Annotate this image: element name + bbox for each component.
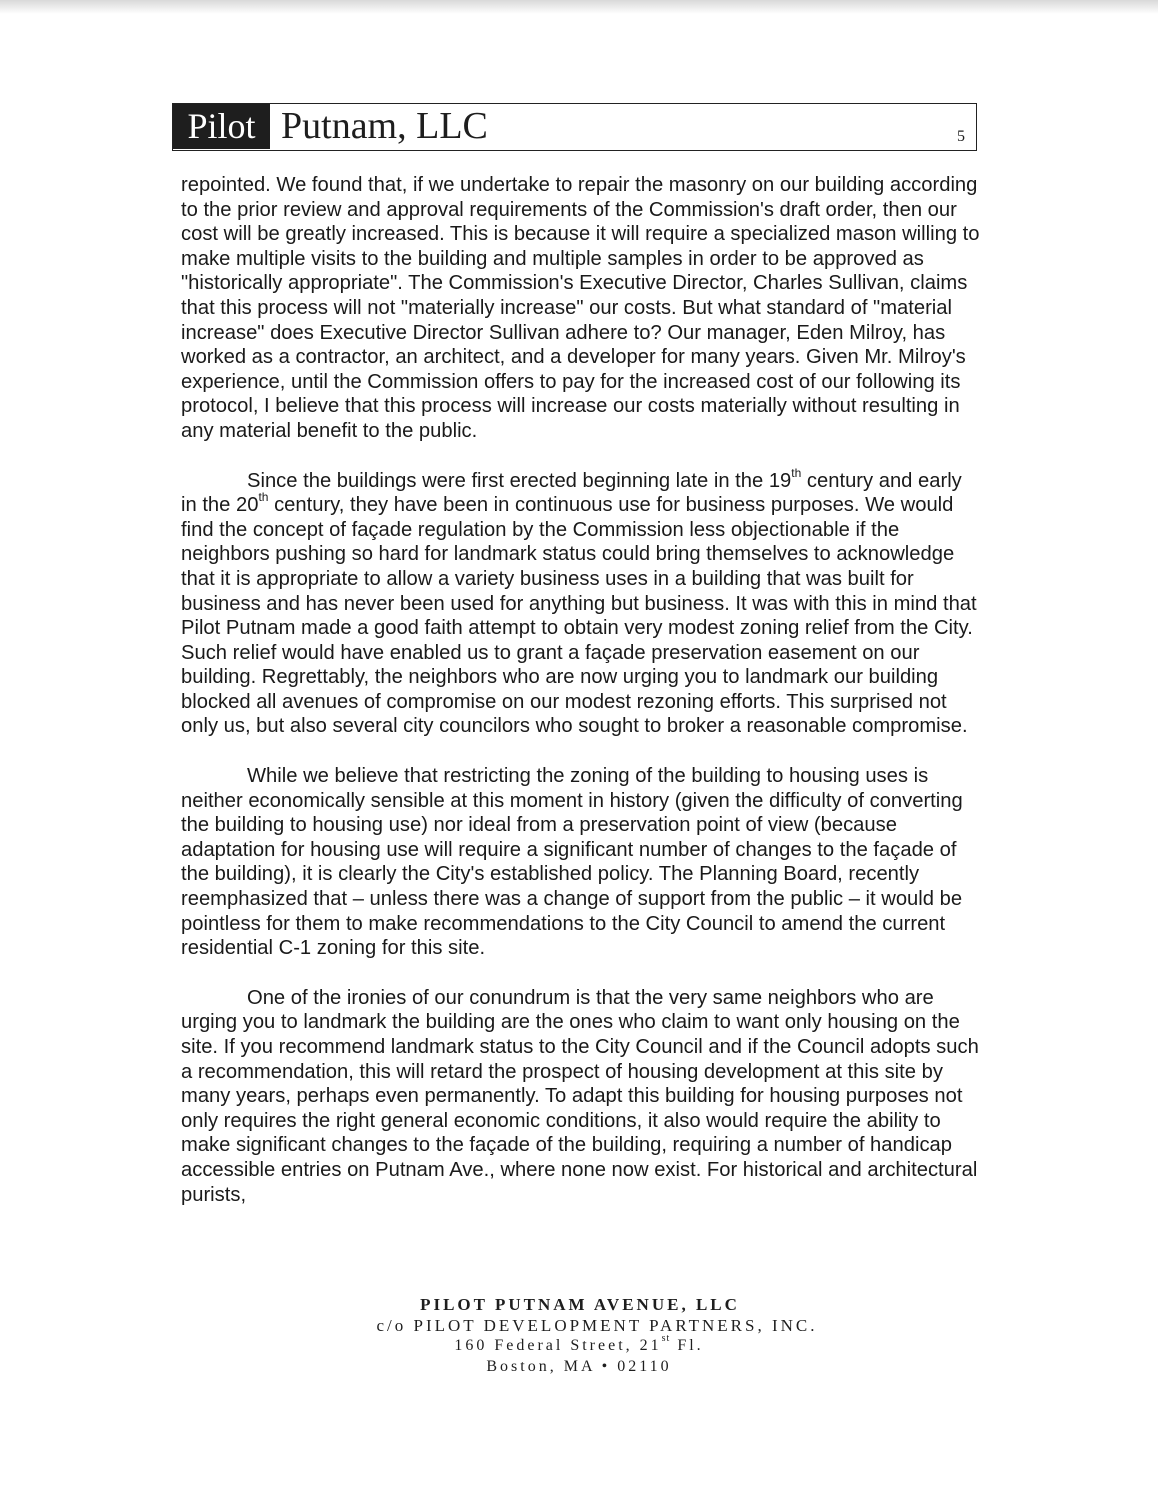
letter-body [181,173,981,1232]
floor-ordinal-suffix: st [661,1332,671,1344]
ordinal-suffix: th [258,490,269,505]
paragraph-2-part-b: century and early in the 20 [181,469,962,517]
ordinal-suffix: th [791,465,802,480]
paragraph-1: repointed. We found that, if we undertake to repair the masonry on our building according to the prior review and approval requirements of the Commission's draft order, then our cost will be greatly increased. This is because it will require a specialized mason willing to make multiple visits to the building and multiple samples in order to be approved as "historically appropriate". The Commission's Executive Director, Charles Sullivan, claims that this process will not "materially increase" our costs. But what standard of "material increase" does Executive Director Sullivan adhere to? Our manager, Eden Milroy, has worked as a contractor, an architect, and a developer for many years. Given Mr. Milroy's experience, until the Commission offers to pay for the increased cost of our following its protocol, I believe that this process will increase our costs materially without resulting in any material benefit to the public. [181,174,980,442]
paragraph-2 [181,465,981,740]
letterhead-footer [0,1295,1158,1377]
scan-top-edge [0,0,1158,14]
footer-street-part-b: Fl. [670,1337,704,1354]
paragraph-4: One of the ironies of our conundrum is that the very same neighbors who are urging you to landmark the building are the ones who claim to want only housing on the site. If you recommend landmark status to the City Council and if the Council adopts such a recommendation, this will retard the prospect of housing development at this site by many years, perhaps even permanently. To adapt this building for housing purposes not only requires the right general economic conditions, it also would require the ability to make significant changes to the façade of the building, requiring a number of handicap accessible entries on Putnam Ave., where none now exist. For historical and architectural purists, [181,986,979,1206]
footer-city-zip: Boston, MA • 02110 [486,1357,672,1375]
letterhead-header [172,103,977,151]
footer-street-part-a: 160 Federal Street, 21 [454,1337,662,1354]
company-name: Putnam, LLC [281,105,488,147]
paragraph-2-part-a: Since the buildings were first erected beginning late in the 19 [247,469,792,492]
paragraph-3: While we believe that restricting the zoning of the building to housing uses is neither economically sensible at this moment in history (given the difficulty of converting the building to housing use) nor ideal from a preservation point of view (because adaptation for housing use will require a significant number of changes to the façade of the building), it is clearly the City's established policy. The Planning Board, recently reemphasized that – unless there was a change of support from the public – it would be pointless for them to make recommendations to the City Council to amend the current residential C-1 zoning for this site. [181,765,963,960]
pilot-logo: Pilot [173,104,270,149]
footer-care-of: c/o PILOT DEVELOPMENT PARTNERS, INC. [376,1315,818,1335]
footer-street-address [0,1332,1158,1357]
footer-company-name: PILOT PUTNAM AVENUE, LLC [420,1295,740,1314]
paragraph-2-part-c: century, they have been in continuous use for business purposes. We would find the concept of façade regulation by the Commission less objectionable if the neighbors pushing so hard for landmark status could bring themselves to acknowledge that it is appropriate to allow a variety business uses in a building that was built for business and has never been used for anything but business. It was with this in mind that Pilot Putnam made a good faith attempt to obtain very modest zoning relief from the City. Such relief would have enabled us to grant a façade preservation easement on our building. Regrettably, the neighbors who are now urging you to landmark our building blocked all avenues of compromise on our modest rezoning efforts. This surprised not only us, but also several city councilors who sought to broker a reasonable compromise. [181,494,977,738]
page-number: 5 [957,128,965,145]
